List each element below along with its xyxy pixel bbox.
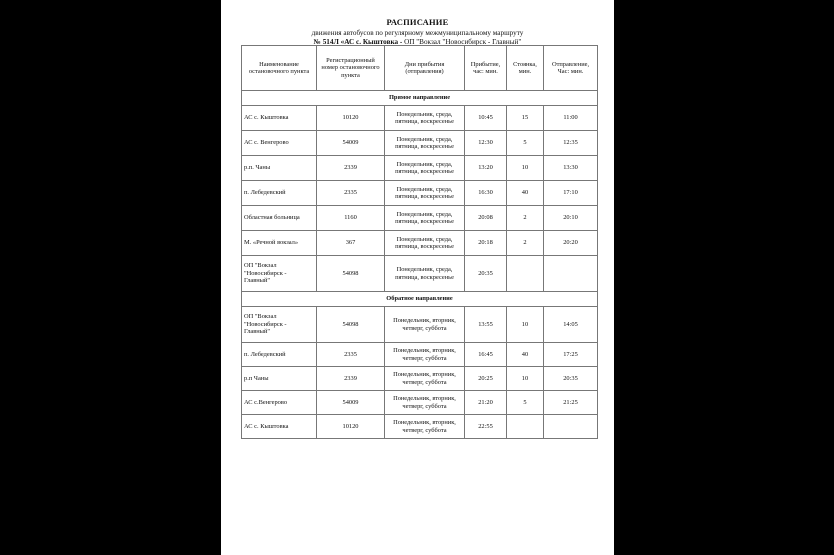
stop-duration-cell: 2	[507, 231, 544, 256]
stop-name-cell: р.п Чаны	[242, 367, 317, 391]
reg-number-cell: 1160	[317, 206, 385, 231]
arrival-cell: 10:45	[465, 106, 507, 131]
days-cell: Понедельник, среда, пятница, воскресенье	[385, 131, 465, 156]
reg-number-cell: 2339	[317, 156, 385, 181]
table-row	[242, 367, 598, 391]
table-row	[242, 391, 598, 415]
arrival-cell: 20:35	[465, 256, 507, 292]
stop-duration-cell: 40	[507, 181, 544, 206]
stop-name-cell: АС с. Кыштовка	[242, 415, 317, 439]
departure-cell: 21:25	[544, 391, 598, 415]
days-cell: Понедельник, среда, пятница, воскресенье	[385, 156, 465, 181]
table-row	[242, 181, 598, 206]
reg-number-cell: 2335	[317, 343, 385, 367]
table-row	[242, 415, 598, 439]
route-destination: ОП "Вокзал "Новосибирск - Главный"	[404, 38, 522, 46]
arrival-cell: 16:30	[465, 181, 507, 206]
table-row	[242, 343, 598, 367]
reg-number-cell: 54009	[317, 391, 385, 415]
forward-section-row	[242, 91, 598, 106]
departure-cell: 20:10	[544, 206, 598, 231]
stop-duration-cell: 15	[507, 106, 544, 131]
stop-duration-cell: 40	[507, 343, 544, 367]
table-row	[242, 256, 598, 292]
reg-number-cell: 54009	[317, 131, 385, 156]
days-cell: Понедельник, вторник, четверг, суббота	[385, 391, 465, 415]
reg-number-cell: 54098	[317, 307, 385, 343]
header-days: Дни прибытия (отправления)	[385, 46, 465, 91]
arrival-cell: 20:25	[465, 367, 507, 391]
arrival-cell: 21:20	[465, 391, 507, 415]
departure-cell: 20:35	[544, 367, 598, 391]
document-page	[221, 0, 614, 555]
departure-cell: 17:10	[544, 181, 598, 206]
forward-section-label: Прямое направление	[242, 91, 598, 106]
stop-name-cell: Областная больница	[242, 206, 317, 231]
stop-duration-cell: 5	[507, 391, 544, 415]
departure-cell: 20:20	[544, 231, 598, 256]
departure-cell: 12:35	[544, 131, 598, 156]
table-row	[242, 231, 598, 256]
stop-name-cell: ОП "Вокзал "Новосибирск - Главный"	[242, 307, 317, 343]
days-cell: Понедельник, среда, пятница, воскресенье	[385, 206, 465, 231]
departure-cell: 13:30	[544, 156, 598, 181]
arrival-cell: 20:08	[465, 206, 507, 231]
stop-duration-cell	[507, 256, 544, 292]
stop-name-cell: АС с. Венгерово	[242, 131, 317, 156]
reg-number-cell: 2339	[317, 367, 385, 391]
table-row	[242, 131, 598, 156]
reg-number-cell: 54098	[317, 256, 385, 292]
days-cell: Понедельник, среда, пятница, воскресенье	[385, 106, 465, 131]
days-cell: Понедельник, среда, пятница, воскресенье	[385, 256, 465, 292]
reg-number-cell: 10120	[317, 415, 385, 439]
stop-duration-cell: 10	[507, 367, 544, 391]
days-cell: Понедельник, вторник, четверг, суббота	[385, 343, 465, 367]
stop-duration-cell: 2	[507, 206, 544, 231]
arrival-cell: 16:45	[465, 343, 507, 367]
header-arrival: Прибытие, час: мин.	[465, 46, 507, 91]
days-cell: Понедельник, среда, пятница, воскресенье	[385, 181, 465, 206]
departure-cell: 11:00	[544, 106, 598, 131]
stop-duration-cell: 10	[507, 156, 544, 181]
route-number: № 514Л «АС с. Кыштовка -	[313, 38, 403, 46]
stop-name-cell: п. Лебедевский	[242, 343, 317, 367]
departure-cell	[544, 415, 598, 439]
header-departure: Отправление, Час: мин.	[544, 46, 598, 91]
days-cell: Понедельник, вторник, четверг, суббота	[385, 415, 465, 439]
stop-duration-cell	[507, 415, 544, 439]
header-stop-duration: Стоянка, мин.	[507, 46, 544, 91]
table-row	[242, 307, 598, 343]
stop-duration-cell: 5	[507, 131, 544, 156]
departure-cell	[544, 256, 598, 292]
reg-number-cell: 367	[317, 231, 385, 256]
schedule-table	[241, 45, 598, 439]
departure-cell: 14:05	[544, 307, 598, 343]
table-row	[242, 106, 598, 131]
departure-cell: 17:25	[544, 343, 598, 367]
reg-number-cell: 10120	[317, 106, 385, 131]
days-cell: Понедельник, вторник, четверг, суббота	[385, 307, 465, 343]
header-row	[242, 46, 598, 91]
arrival-cell: 13:55	[465, 307, 507, 343]
header-stop-name: Наименование остановочного пункта	[242, 46, 317, 91]
stop-duration-cell: 10	[507, 307, 544, 343]
days-cell: Понедельник, вторник, четверг, суббота	[385, 367, 465, 391]
table-row	[242, 206, 598, 231]
arrival-cell: 22:55	[465, 415, 507, 439]
document-subtitle: движения автобусов по регулярному межмуниципальному маршруту	[311, 29, 524, 37]
backward-section-label: Обратное направление	[242, 292, 598, 307]
stop-name-cell: АС с.Венгерово	[242, 391, 317, 415]
reg-number-cell: 2335	[317, 181, 385, 206]
document-title: РАСПИСАНИЕ	[386, 17, 449, 27]
stop-name-cell: р.п. Чаны	[242, 156, 317, 181]
days-cell: Понедельник, среда, пятница, воскресенье	[385, 231, 465, 256]
header-reg-number: Регистрационный номер остановочного пункта	[317, 46, 385, 91]
table-row	[242, 156, 598, 181]
stop-name-cell: ОП "Вокзал "Новосибирск - Главный"	[242, 256, 317, 292]
arrival-cell: 12:30	[465, 131, 507, 156]
stop-name-cell: АС с. Кыштовка	[242, 106, 317, 131]
stop-name-cell: М. «Речной вокзал»	[242, 231, 317, 256]
arrival-cell: 20:18	[465, 231, 507, 256]
stop-name-cell: п. Лебедевский	[242, 181, 317, 206]
backward-section-row	[242, 292, 598, 307]
arrival-cell: 13:20	[465, 156, 507, 181]
